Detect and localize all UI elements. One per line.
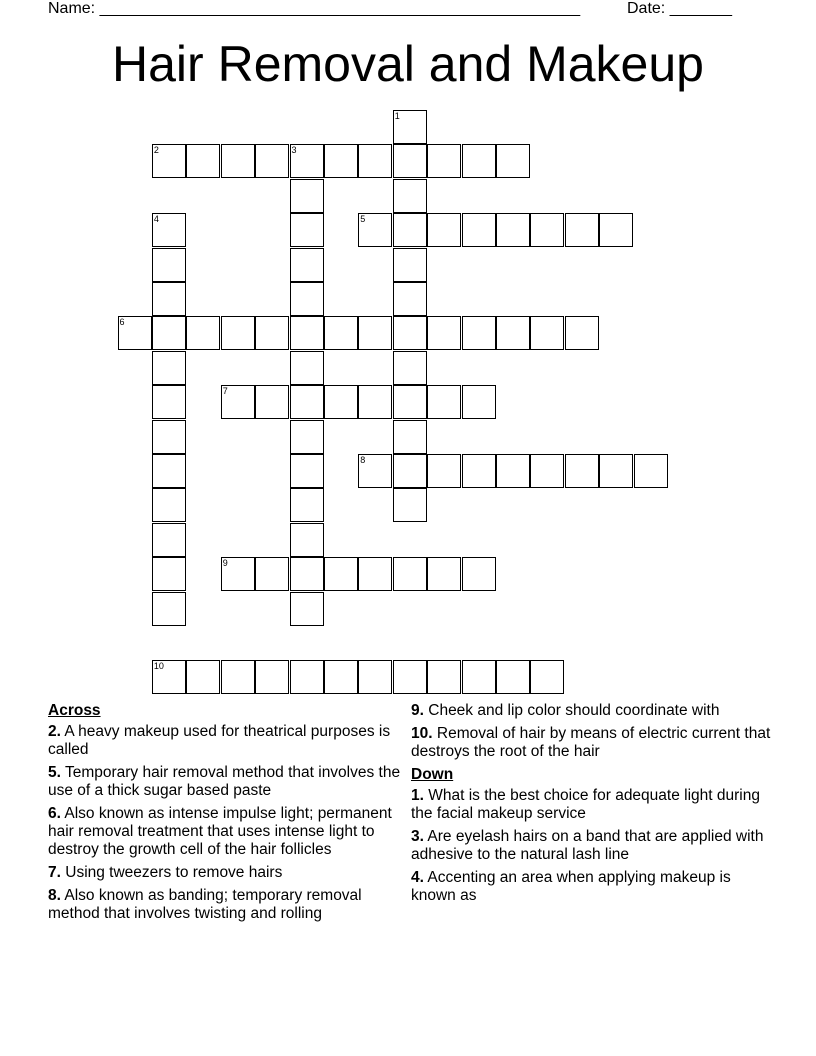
grid-cell[interactable] [152,385,186,419]
clue-text: A heavy makeup used for theatrical purposes is called [48,723,391,758]
clue-number: 7. [48,864,61,881]
grid-cell[interactable] [565,454,599,488]
grid-cell[interactable] [324,144,358,178]
grid-cell[interactable] [290,385,324,419]
grid-cell[interactable] [152,592,186,626]
clue-number: 10. [411,725,433,742]
clue-text: Also known as intense impulse light; permanent hair removal treatment that uses intense light to destroy the growth cell of the hair follicles [48,805,392,858]
clue-number-label: 9 [222,558,228,569]
grid-cell[interactable] [462,454,496,488]
grid-cell[interactable] [255,660,289,694]
clue-down-1 [411,787,771,823]
clue-text: Accenting an area when applying makeup is known as [411,869,731,904]
grid-cell[interactable] [186,660,220,694]
clue-number-label: 10 [153,661,164,672]
grid-cell[interactable] [152,557,186,591]
grid-cell[interactable] [393,488,427,522]
clue-text: Using tweezers to remove hairs [65,864,283,881]
grid-cell[interactable] [186,316,220,350]
date-field-label: Date: _______ [627,0,732,17]
grid-cell[interactable] [152,144,186,178]
grid-cell[interactable] [290,282,324,316]
clue-across-5 [48,764,406,800]
grid-cell[interactable] [255,557,289,591]
grid-cell[interactable] [324,316,358,350]
grid-cell[interactable] [290,144,324,178]
grid-cell[interactable] [152,282,186,316]
grid-cell[interactable] [393,179,427,213]
down-heading: Down [411,766,454,783]
clue-across-9 [411,702,771,720]
grid-cell[interactable] [358,660,392,694]
clue-across-7 [48,864,406,882]
clue-number: 3. [411,828,424,845]
grid-cell[interactable] [290,592,324,626]
grid-cell[interactable] [496,660,530,694]
clue-number: 6. [48,805,61,822]
grid-cell[interactable] [496,454,530,488]
clue-text: Also known as banding; temporary removal method that involves twisting and rolling [48,887,362,922]
grid-cell[interactable] [599,454,633,488]
grid-cell[interactable] [290,316,324,350]
grid-cell[interactable] [393,385,427,419]
grid-cell[interactable] [565,316,599,350]
clue-text: Removal of hair by means of electric current that destroys the root of the hair [411,725,771,760]
clue-number-label: 2 [153,145,159,156]
clue-number: 4. [411,869,424,886]
grid-cell[interactable] [152,248,186,282]
clue-number: 5. [48,764,61,781]
grid-cell[interactable] [427,454,461,488]
grid-cell[interactable] [255,144,289,178]
clue-across-10 [411,725,771,761]
clue-down-4 [411,869,771,905]
clues-left-column [48,702,406,928]
grid-cell[interactable] [358,385,392,419]
grid-cell[interactable] [152,454,186,488]
grid-cell[interactable] [290,523,324,557]
grid-cell[interactable] [290,213,324,247]
grid-cell[interactable] [427,557,461,591]
grid-cell[interactable] [255,316,289,350]
grid-cell[interactable] [324,660,358,694]
grid-cell[interactable] [221,385,255,419]
clue-number-label: 6 [119,317,125,328]
clue-text: Temporary hair removal method that involves the use of a thick sugar based paste [48,764,401,799]
clue-number-label: 8 [360,455,366,465]
grid-cell[interactable] [462,316,496,350]
grid-cell[interactable] [427,144,461,178]
grid-cell[interactable] [565,213,599,247]
grid-cell[interactable] [290,660,324,694]
grid-cell[interactable] [393,316,427,350]
grid-cell[interactable] [462,557,496,591]
grid-cell[interactable] [152,351,186,385]
grid-cell[interactable] [393,557,427,591]
grid-cell[interactable] [462,385,496,419]
grid-cell[interactable] [427,213,461,247]
grid-cell[interactable] [324,557,358,591]
clue-text: Cheek and lip color should coordinate with [428,702,720,719]
clue-number: 8. [48,887,61,904]
grid-cell[interactable] [152,420,186,454]
grid-cell[interactable] [393,282,427,316]
grid-cell[interactable] [290,351,324,385]
grid-cell[interactable] [152,213,186,247]
grid-cell[interactable] [290,420,324,454]
grid-cell[interactable] [290,179,324,213]
grid-cell[interactable] [290,488,324,522]
grid-cell[interactable] [393,660,427,694]
clue-number: 2. [48,723,61,740]
grid-cell[interactable] [530,316,564,350]
grid-cell[interactable] [152,488,186,522]
clue-number-label: 5 [360,214,366,225]
grid-cell[interactable] [255,385,289,419]
grid-cell[interactable] [152,660,186,694]
grid-cell[interactable] [221,660,255,694]
name-field-label: Name: ______________________________________________________ [48,0,581,17]
clue-number-label: 3 [291,145,297,156]
grid-cell[interactable] [462,144,496,178]
grid-cell[interactable] [358,454,392,488]
grid-cell[interactable] [427,660,461,694]
clue-text: What is the best choice for adequate light during the facial makeup service [411,787,760,822]
grid-cell[interactable] [530,454,564,488]
grid-cell[interactable] [393,351,427,385]
across-heading: Across [48,702,101,719]
grid-cell[interactable] [358,557,392,591]
grid-cell[interactable] [496,316,530,350]
grid-cell[interactable] [324,385,358,419]
grid-cell[interactable] [599,213,633,247]
grid-cell[interactable] [118,316,152,350]
grid-cell[interactable] [186,144,220,178]
grid-cell[interactable] [393,420,427,454]
grid-cell[interactable] [221,316,255,350]
grid-cell[interactable] [427,385,461,419]
grid-cell[interactable] [393,110,427,144]
clue-down-3 [411,828,771,864]
clue-number-label: 4 [153,214,159,225]
grid-cell[interactable] [530,660,564,694]
grid-cell[interactable] [462,213,496,247]
grid-cell[interactable] [496,213,530,247]
clue-number: 9. [411,702,424,719]
grid-cell[interactable] [290,557,324,591]
clue-number-label: 7 [222,386,228,397]
clue-number: 1. [411,787,424,804]
grid-cell[interactable] [152,316,186,350]
grid-cell[interactable] [393,144,427,178]
clue-number-label: 1 [394,111,400,121]
grid-cell[interactable] [358,144,392,178]
grid-cell[interactable] [427,316,461,350]
clue-across-8 [48,887,406,923]
page-title: Hair Removal and Makeup [112,36,704,92]
grid-cell[interactable] [358,316,392,350]
grid-cell[interactable] [358,213,392,247]
grid-cell[interactable] [290,454,324,488]
grid-cell[interactable] [393,454,427,488]
grid-cell[interactable] [496,144,530,178]
grid-cell[interactable] [530,213,564,247]
grid-cell[interactable] [221,144,255,178]
clue-across-2 [48,723,406,759]
grid-cell[interactable] [393,213,427,247]
grid-cell[interactable] [462,660,496,694]
grid-cell[interactable] [152,523,186,557]
grid-cell[interactable] [634,454,668,488]
clue-text: Are eyelash hairs on a band that are applied with adhesive to the natural lash line [411,828,764,863]
clues-right-column [411,702,771,910]
grid-cell[interactable] [290,248,324,282]
clue-across-6 [48,805,406,859]
grid-cell[interactable] [221,557,255,591]
grid-cell[interactable] [393,248,427,282]
